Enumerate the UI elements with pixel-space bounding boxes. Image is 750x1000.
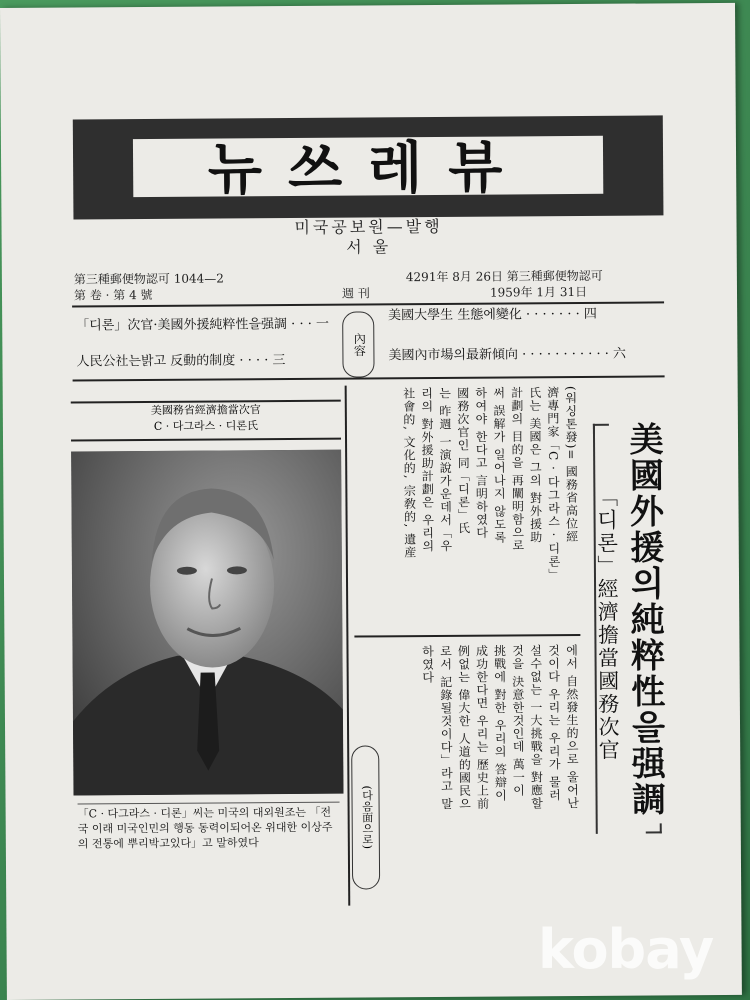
article-col-5: 써 誤解가 일어나지 않도록 xyxy=(491,386,507,545)
article-col-3: 氏는 美國은 그의 對外援助 xyxy=(527,386,543,544)
article-lower-col-7: 例없는 偉大한 人道的國民으 xyxy=(456,644,472,811)
article-col-2: 濟專門家「C · 다그라스 · 디론」 xyxy=(545,386,562,582)
permit-right-1: 4291年 8月 26日 第三種郵便物認可 xyxy=(405,268,603,285)
contents-label: 內容 xyxy=(342,311,374,377)
contents-item-1: 「디론」次官·美國外援純粹性을强調 · · · 一 xyxy=(76,316,330,334)
article-lower-col-3: 설수없는 一大挑戰을 對應할 xyxy=(528,644,544,810)
contents-item-2: 人民公社는밝고 反動的制度 · · · · 三 xyxy=(76,353,286,370)
photo-caption-name: C · 다그라스 · 디론氏 xyxy=(153,419,259,433)
continued-marker: (다음面으로) xyxy=(351,745,380,889)
article-lower-col-1: 에서 自然發生的으로 울어난 xyxy=(564,643,580,810)
newsletter-page xyxy=(0,3,742,1000)
article-lower-text xyxy=(382,644,582,895)
permit-left-1: 第三種郵便物認可 1044—2 xyxy=(73,271,224,287)
article-col-4: 計劃의 目的을 再闡明함으로 xyxy=(509,386,525,553)
article-col-8: 는 昨週 一演說가운데서「우 xyxy=(437,386,453,553)
article-lower-col-9: 하였다 xyxy=(420,644,435,685)
article-lower-col-4: 것을 決意한것인데 萬一이 xyxy=(510,644,526,798)
article-col-10: 社會的, 文化的, 宗敎的, 遺産 xyxy=(401,387,417,560)
article-col-6: 하여야 한다고 言明하였다 xyxy=(473,386,489,540)
contents-rule xyxy=(73,375,665,381)
photo-quote: 「C · 다그라스 · 디론」씨는 미국의 대외원조는 「전국 이래 미국인민의 행동 동력이되어온 위대한 이상주의 전통에 뿌리박고있다」고 말하였다 xyxy=(78,802,340,852)
article-lower-col-6: 成功한다면 우리는 歷史上前 xyxy=(474,644,490,811)
contents-item-3: 美國大學生 生態에變化 · · · · · · · 四 xyxy=(388,306,597,324)
photo-caption-title: 美國務省經濟擔當次官 xyxy=(150,403,261,417)
watermark-logo: kobay xyxy=(538,918,714,981)
publisher-name: 미국공보원—발행 xyxy=(294,216,443,237)
weekly-label: 週 刊 xyxy=(341,286,370,301)
article-lower-col-8: 로서 記錄될것이다」라고 말 xyxy=(438,644,454,811)
article-col-9: 리의 對外援助計劃은 우리의 xyxy=(419,386,435,553)
contents-item-4: 美國內市場의最新傾向 · · · · · · · · · · · 六 xyxy=(388,346,627,364)
issue-date: 1959年 1月 31日 xyxy=(489,284,588,300)
photo-caption xyxy=(71,400,341,442)
publisher-city: 서 울 xyxy=(346,237,392,257)
headline-sub: 「디론」經濟擔當國務次官 xyxy=(594,485,621,762)
masthead-banner xyxy=(73,115,664,219)
column-divider xyxy=(345,386,351,906)
article-lower-col-2: 것이다 우리는 우리가 물러 xyxy=(546,644,562,802)
headline-main: 美國外援의純粹性을强調 xyxy=(622,421,666,818)
portrait-illustration xyxy=(71,450,343,796)
article-lower-col-5: 挑戰에 對한 우리의 答辯이 xyxy=(492,644,508,803)
masthead-title: 뉴쓰레뷰 xyxy=(207,135,529,203)
article-col-7: 國務次官인 同「디론」氏 xyxy=(455,386,471,535)
publisher-line xyxy=(73,215,663,259)
article-col-1: (워싱톤發)= 國務省高位經 xyxy=(563,385,579,544)
headline-bracket-top xyxy=(593,424,609,434)
portrait-photo xyxy=(71,450,343,796)
issue-number: 第 卷 · 第 4 號 xyxy=(73,287,153,303)
